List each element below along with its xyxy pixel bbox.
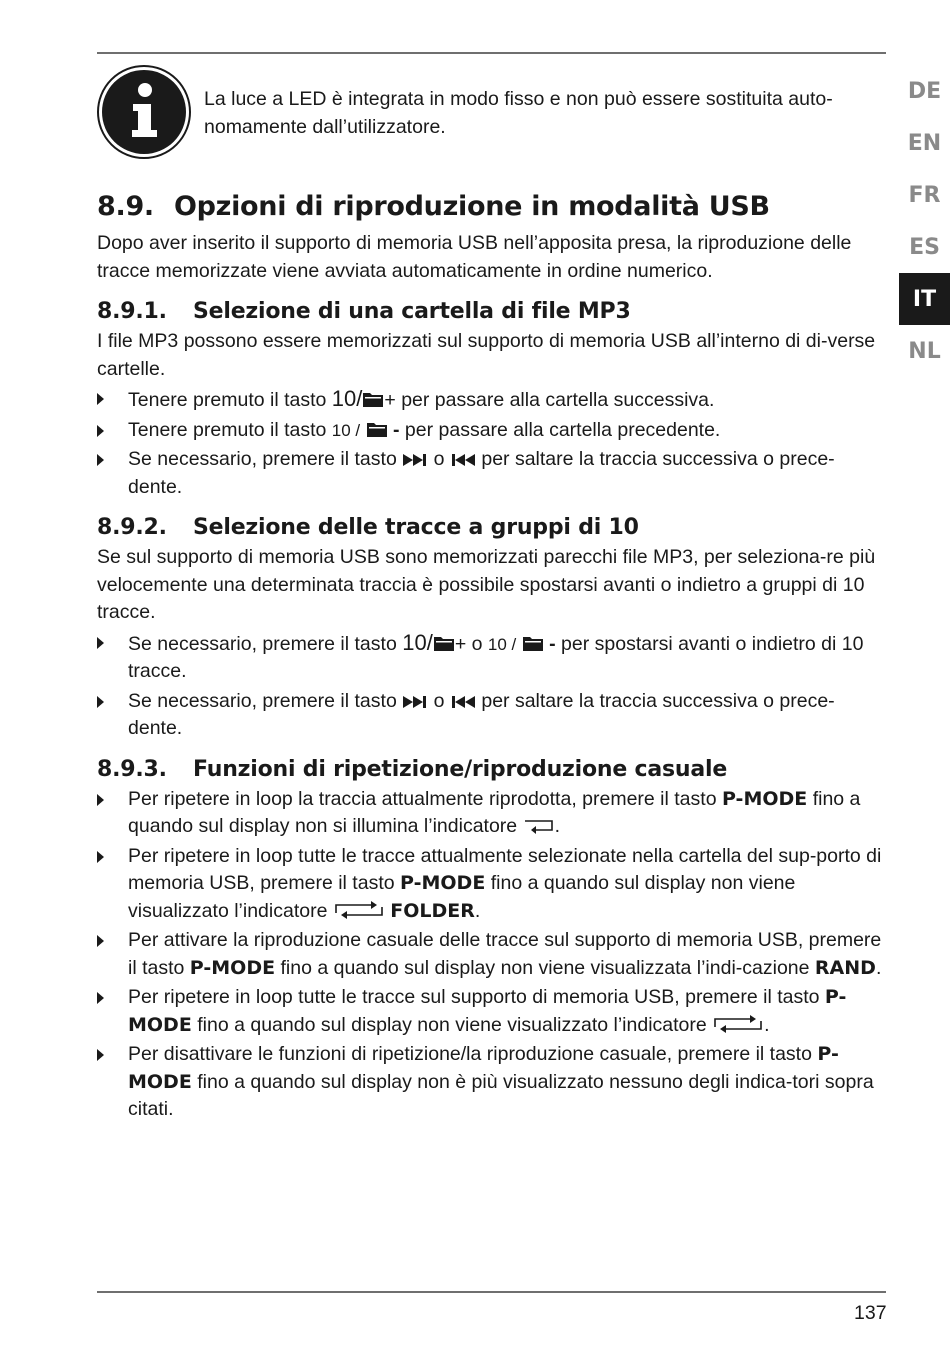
section-number: 8.9. — [97, 191, 154, 222]
list-item — [97, 688, 886, 743]
item-text: Se necessario, premere il tasto — [128, 448, 397, 470]
bullet-arrow-icon — [97, 696, 104, 708]
item-text: Se necessario, premere il tasto — [128, 632, 397, 655]
skip-forward-icon — [402, 695, 428, 709]
repeat-one-icon — [523, 818, 555, 834]
bullet-arrow-icon — [97, 935, 104, 947]
rand-indicator: RAND — [814, 956, 876, 979]
ten-label: 10/ — [402, 629, 433, 655]
skip-back-icon — [450, 453, 476, 467]
item-text: Per disattivare le funzioni di ripetizione/la riproduzione casuale, premere il tasto — [128, 1043, 812, 1065]
p-mode-key: P-MODE — [721, 787, 808, 810]
item-text: Se necessario, premere il tasto — [128, 689, 397, 712]
item-text: Tenere premuto il tasto — [128, 418, 327, 441]
item-text: Per attivare la riproduzione casuale delle tracce sul supporto di memoria USB, premere il tasto — [128, 929, 882, 979]
item-text: per saltare la traccia successiva o prece-dente. — [128, 448, 835, 498]
language-tabs — [899, 65, 950, 377]
bullet-arrow-icon — [97, 992, 104, 1004]
item-text: fino a quando sul display non viene visualizzata l’indi-cazione — [280, 956, 810, 979]
subsection-intro: Se sul supporto di memoria USB sono memorizzati parecchi file MP3, per seleziona-re più velocemente una determinata traccia è possibile spostarsi avanti o indietro a gruppi di 10 tracce. — [97, 546, 876, 623]
bullet-arrow-icon — [97, 1049, 104, 1061]
lang-tab-de[interactable]: DE — [907, 78, 942, 104]
bullet-arrow-icon — [97, 393, 104, 405]
item-text: Per ripetere in loop tutte le tracce sul supporto di memoria USB, premere il tasto — [128, 986, 820, 1008]
list-item — [97, 629, 886, 686]
item-text: fino a quando sul display non si illumina l’indicatore — [128, 787, 861, 837]
item-text: per passare alla cartella successiva. — [401, 389, 715, 411]
page-content — [97, 60, 886, 1126]
subsection-heading-2 — [97, 515, 886, 540]
list-item: Per ripetere in loop la traccia attualmente riprodotta, premere il tasto P-MODE fino a quando sul display non si illumina l’indicatore . — [97, 786, 886, 841]
info-icon — [96, 64, 192, 160]
info-note — [97, 60, 886, 163]
lang-tab-it[interactable]: IT — [899, 273, 950, 325]
folder-icon — [522, 634, 544, 652]
lang-tab-en[interactable]: EN — [907, 130, 942, 156]
subsection-title: Selezione di una cartella di file MP3 — [193, 299, 631, 324]
bullet-list — [97, 786, 886, 1124]
ten-label: 10/ — [331, 386, 363, 411]
subsection-number: 8.9.3. — [97, 756, 167, 782]
bullet-list — [97, 629, 886, 743]
bullet-arrow-icon — [97, 851, 104, 863]
lang-tab-nl[interactable]: NL — [908, 338, 941, 364]
or-word: o — [433, 448, 445, 470]
item-text: per spostarsi avanti o indietro di 10 tracce. — [128, 632, 864, 682]
lang-tab-fr[interactable]: FR — [908, 182, 941, 208]
list-item — [97, 446, 886, 501]
list-item — [97, 385, 886, 415]
note-text: La luce a LED è integrata in modo fisso e non può essere sostituita auto-nomamente dall’utilizzatore. — [204, 88, 833, 138]
skip-back-icon — [450, 695, 476, 709]
repeat-all-icon — [712, 1015, 764, 1033]
ten-label: 10 / — [331, 420, 361, 440]
folder-icon — [362, 390, 384, 408]
item-text: Tenere premuto il tasto — [128, 389, 327, 411]
folder-icon — [366, 420, 388, 438]
subsection-title: Funzioni di ripetizione/riproduzione casuale — [193, 756, 728, 782]
item-text: per saltare la traccia successiva o prece-dente. — [128, 689, 835, 739]
section-intro: Dopo aver inserito il supporto di memoria USB nell’apposita presa, la riproduzione delle tracce memorizzate viene avviata automaticamente in ordine numerico. — [97, 232, 852, 282]
item-text: fino a quando sul display non viene visualizzato l’indicatore — [128, 872, 796, 922]
list-item: Per attivare la riproduzione casuale delle tracce sul supporto di memoria USB, premere il tasto P-MODE fino a quando sul display non viene visualizzata l’indi-cazione RAND. — [97, 927, 886, 982]
subsection-number: 8.9.1. — [97, 299, 167, 324]
list-item: Per ripetere in loop tutte le tracce attualmente selezionate nella cartella del sup-porto di memoria USB, premere il tasto P-MODE fino a quando sul display non viene visualizzato l’indicatore FOLDER. — [97, 843, 886, 926]
minus-sign: - — [392, 418, 400, 441]
bullet-list — [97, 385, 886, 501]
bottom-rule — [97, 1291, 886, 1293]
subsection-title: Selezione delle tracce a gruppi di 10 — [193, 515, 639, 540]
p-mode-key: P-MODE — [400, 872, 486, 894]
lang-tab-es[interactable]: ES — [909, 234, 940, 260]
folder-indicator: FOLDER — [390, 899, 475, 922]
bullet-arrow-icon — [97, 637, 104, 649]
or-word: o — [471, 632, 483, 655]
list-item — [97, 417, 886, 445]
subsection-heading-3 — [97, 757, 886, 782]
section-title: Opzioni di riproduzione in modalità USB — [174, 191, 770, 222]
or-word: o — [433, 689, 445, 712]
top-rule — [97, 52, 886, 54]
minus-sign: - — [549, 632, 556, 655]
bullet-arrow-icon — [97, 454, 104, 466]
subsection-heading-1 — [97, 299, 886, 324]
folder-icon — [433, 634, 455, 652]
bullet-arrow-icon — [97, 794, 104, 806]
list-item — [97, 1041, 886, 1124]
item-text: fino a quando sul display non viene visualizzato l’indicatore — [197, 1013, 707, 1036]
subsection-intro: I file MP3 possono essere memorizzati sul supporto di memoria USB all’interno di di-verse cartelle. — [97, 330, 876, 380]
page-number: 137 — [854, 1302, 887, 1324]
plus-sign: + — [384, 389, 396, 411]
skip-forward-icon — [402, 453, 428, 467]
p-mode-key: P-MODE — [128, 986, 847, 1036]
item-text: Per ripetere in loop la traccia attualmente riprodotta, premere il tasto — [128, 787, 717, 810]
p-mode-key: P-MODE — [128, 1043, 839, 1093]
bullet-arrow-icon — [97, 425, 104, 437]
subsection-number: 8.9.2. — [97, 515, 167, 540]
item-text: Per ripetere in loop tutte le tracce attualmente selezionate nella cartella del sup-porto di memoria USB, premere il tasto — [128, 844, 882, 894]
item-text: fino a quando sul display non è più visualizzato nessuno degli indica-tori sopra citati. — [128, 1070, 874, 1120]
section-heading — [97, 191, 886, 222]
list-item: Per ripetere in loop tutte le tracce sul supporto di memoria USB, premere il tasto P-MODE fino a quando sul display non viene visualizzato l’indicatore . — [97, 984, 886, 1039]
ten-label: 10 / — [487, 634, 517, 654]
item-text: per passare alla cartella precedente. — [404, 418, 721, 441]
p-mode-key: P-MODE — [189, 956, 276, 979]
repeat-all-icon — [333, 901, 385, 919]
plus-sign: + — [454, 632, 467, 655]
